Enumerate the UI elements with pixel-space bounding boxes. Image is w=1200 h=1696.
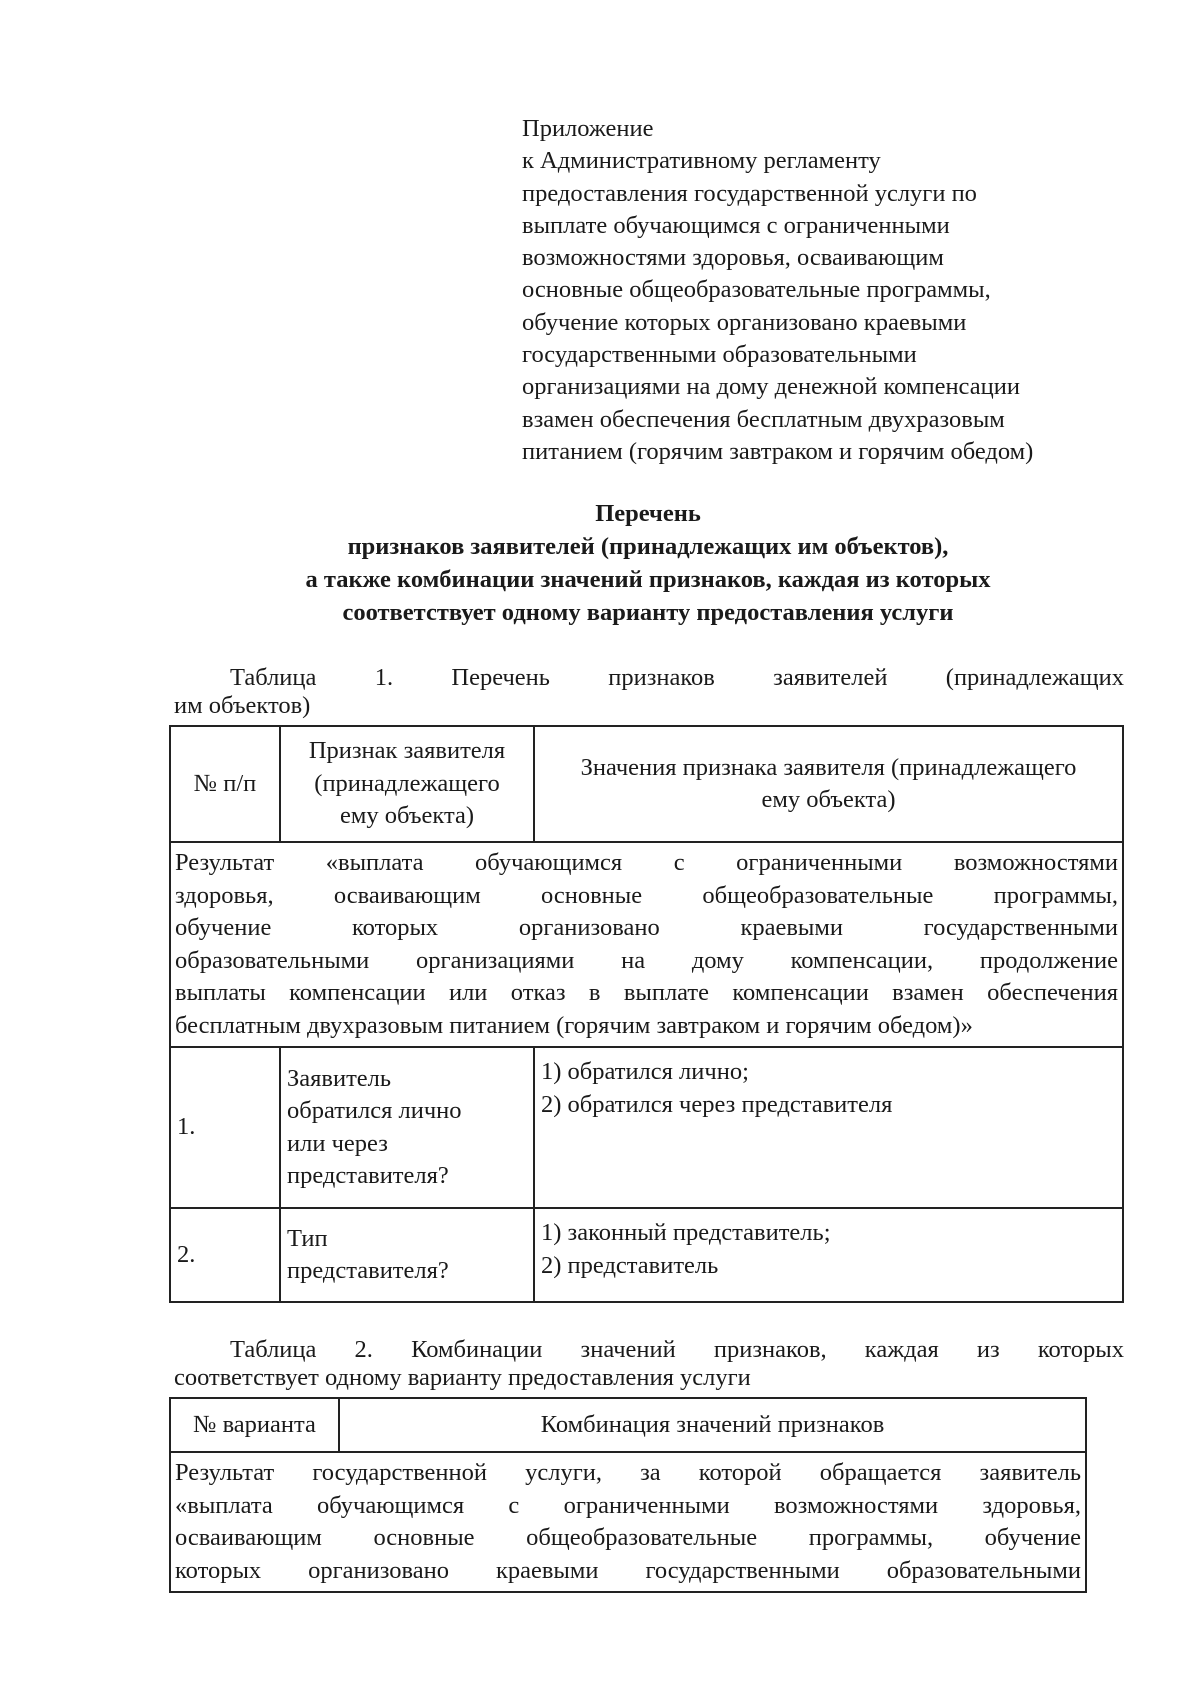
header-values xyxy=(534,726,1123,842)
table2-caption-line: Таблица 2. Комбинации значений признаков, каждая из которых xyxy=(230,1336,1124,1363)
result-line: выплаты компенсации или отказ в выплате компенсации взамен обеспечения xyxy=(175,979,1118,1006)
row-value-line: 1) обратился лично; xyxy=(541,1058,749,1085)
result-line: бесплатным двухразовым питанием (горячим завтраком и горячим обедом)» xyxy=(175,1011,973,1039)
table2-caption-line: соответствует одному варианту предоставления услуги xyxy=(174,1364,751,1391)
appendix-line: предоставления государственной услуги по xyxy=(522,179,977,207)
appendix-line: государственными образовательными xyxy=(522,341,917,369)
row-sign-line: обратился лично xyxy=(287,1097,462,1124)
header-values-line: Значения признака заявителя (принадлежащего xyxy=(580,753,1077,781)
row-num: 1. xyxy=(170,1047,280,1208)
result-row xyxy=(170,842,1123,1047)
appendix-line: Приложение xyxy=(522,115,654,142)
row-values xyxy=(534,1047,1123,1208)
appendix-line: возможностями здоровья, осваивающим xyxy=(522,244,944,272)
row-values xyxy=(534,1208,1123,1302)
row-sign-line: или через xyxy=(287,1129,388,1157)
result-line: Результат государственной услуги, за которой обращается заявитель xyxy=(175,1459,1081,1486)
header-sign xyxy=(280,726,534,842)
row-sign-line: представителя? xyxy=(287,1257,449,1284)
result-cell xyxy=(170,1452,1086,1592)
result-line: осваивающим основные общеобразовательные программы, обучение xyxy=(175,1524,1081,1551)
appendix-note xyxy=(522,113,1122,468)
heading-line: признаков заявителей (принадлежащих им объектов), xyxy=(347,533,949,560)
row-sign-line: Заявитель xyxy=(287,1064,392,1092)
result-line: обучение которых организовано краевыми государственными xyxy=(175,914,1118,941)
document-heading xyxy=(160,497,1136,629)
heading-line: а также комбинации значений признаков, каждая из которых xyxy=(305,566,991,593)
row-value-line: 2) обратился через представителя xyxy=(541,1090,893,1118)
header-values-line: ему объекта) xyxy=(761,786,896,813)
result-row xyxy=(170,1452,1086,1592)
table-header-row xyxy=(170,726,1123,842)
row-value-line: 1) законный представитель; xyxy=(541,1219,831,1246)
row-num: 2. xyxy=(170,1208,280,1302)
result-line: здоровья, осваивающим основные общеобразовательные программы, xyxy=(175,881,1118,909)
row-value-line: 2) представитель xyxy=(541,1251,719,1279)
row-sign xyxy=(280,1208,534,1302)
header-variant-num: № варианта xyxy=(170,1398,339,1452)
result-line: «выплата обучающимся с ограниченными возможностями здоровья, xyxy=(175,1491,1081,1519)
table-row xyxy=(170,1047,1123,1208)
row-sign-line: представителя? xyxy=(287,1162,449,1189)
combinations-table xyxy=(169,1397,1087,1593)
appendix-line: организациями на дому денежной компенсации xyxy=(522,373,1020,401)
header-sign-line: ему объекта) xyxy=(339,802,475,830)
heading-line: Перечень xyxy=(595,500,701,527)
table-row xyxy=(170,1208,1123,1302)
appendix-line: обучение которых организовано краевыми xyxy=(522,308,967,336)
appendix-line: взамен обеспечения бесплатным двухразовым xyxy=(522,405,1005,433)
header-combination: Комбинация значений признаков xyxy=(339,1398,1086,1452)
result-line: которых организовано краевыми государственными образовательными xyxy=(175,1556,1081,1584)
result-line: образовательными организациями на дому компенсации, продолжение xyxy=(175,946,1118,974)
table1-caption xyxy=(174,664,1124,720)
result-line: Результат «выплата обучающимся с ограниченными возможностями xyxy=(175,849,1118,876)
header-num: № п/п xyxy=(170,726,280,842)
header-sign-line: Признак заявителя xyxy=(308,737,506,765)
row-sign xyxy=(280,1047,534,1208)
table2-caption xyxy=(174,1336,1124,1392)
appendix-line: к Административному регламенту xyxy=(522,147,881,175)
header-sign-line: (принадлежащего xyxy=(314,769,500,797)
result-cell xyxy=(170,842,1123,1047)
table-header-row xyxy=(170,1398,1086,1452)
appendix-line: питанием (горячим завтраком и горячим обедом) xyxy=(522,437,1034,465)
table1-caption-line: им объектов) xyxy=(174,692,311,719)
appendix-line: выплате обучающимся с ограниченными xyxy=(522,211,950,239)
row-sign-line: Тип xyxy=(287,1224,328,1252)
table1-caption-line: Таблица 1. Перечень признаков заявителей (принадлежащих xyxy=(230,664,1124,691)
heading-line: соответствует одному варианту предоставления услуги xyxy=(342,599,954,626)
signs-table xyxy=(169,725,1124,1303)
appendix-line: основные общеобразовательные программы, xyxy=(522,276,991,304)
